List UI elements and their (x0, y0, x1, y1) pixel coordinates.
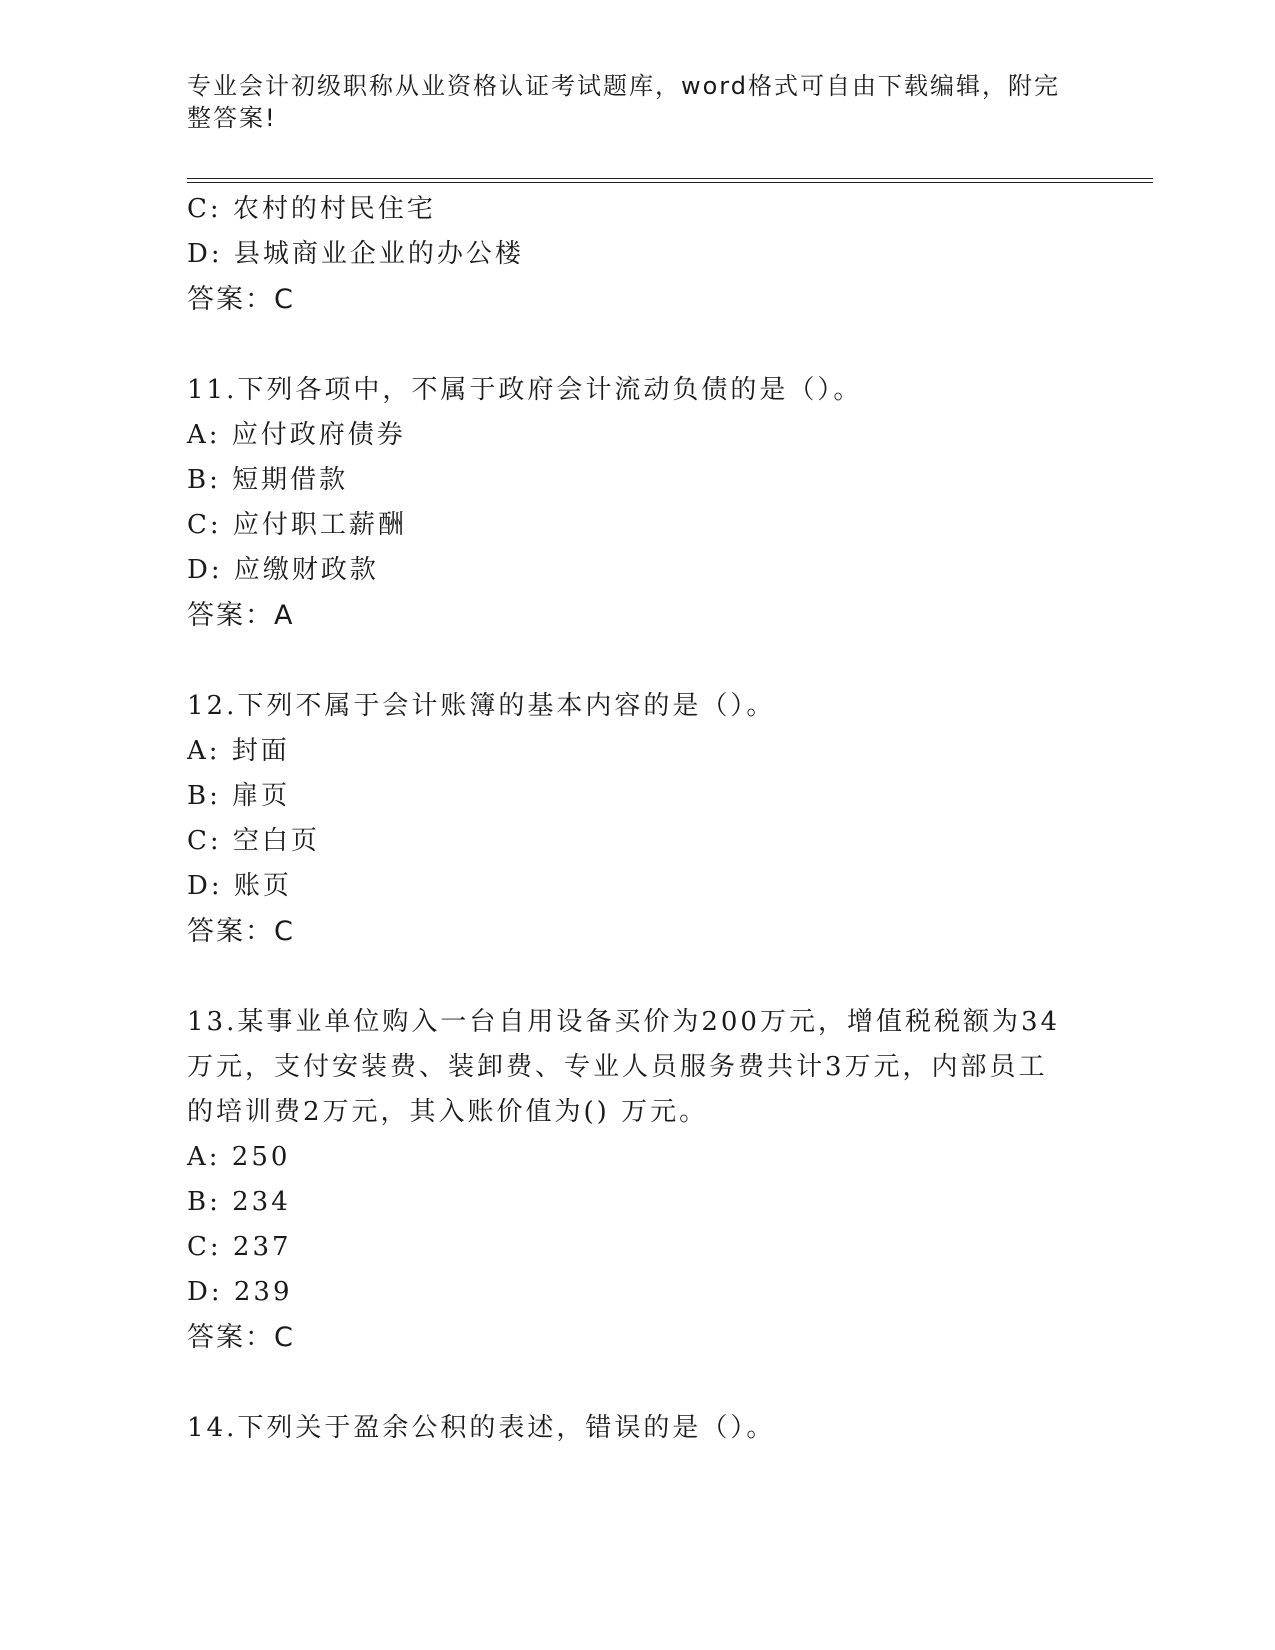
header-divider (187, 178, 1153, 183)
question-11: 11.下列各项中，不属于政府会计流动负债的是（）。 (187, 375, 863, 405)
option-b: B: 扉页 (187, 781, 291, 811)
answer-line: 答案：A (187, 600, 295, 631)
option-a: A: 封面 (187, 736, 290, 766)
answer-line: 答案：C (187, 1322, 295, 1353)
option-c: C: 空白页 (187, 826, 320, 856)
question-13: 13.某事业单位购入一台自用设备买价为200万元，增值税税额为34万元，支付安装费、装卸费、专业人员服务费共计3万元，内部员工的培训费2万元，其入账价值为() 万元。 (187, 1007, 1061, 1127)
option-c: C: 237 (187, 1232, 292, 1262)
option-a: A: 应付政府债券 (187, 420, 406, 450)
option-d: D: 账页 (187, 871, 292, 901)
option-d: D: 239 (187, 1277, 293, 1307)
option-d: D: 县城商业企业的办公楼 (187, 239, 524, 269)
option-c: C: 应付职工薪酬 (187, 510, 407, 540)
option-b: B: 短期借款 (187, 465, 349, 495)
option-a: A: 250 (187, 1142, 291, 1172)
question-12: 12.下列不属于会计账簿的基本内容的是（）。 (187, 691, 776, 721)
answer-line: 答案：C (187, 916, 295, 947)
option-d: D: 应缴财政款 (187, 555, 379, 585)
document-body (187, 187, 1067, 1451)
option-c: C: 农村的村民住宅 (187, 194, 436, 224)
question-14: 14.下列关于盈余公积的表述，错误的是（）。 (187, 1413, 776, 1443)
answer-line: 答案：C (187, 284, 295, 315)
option-b: B: 234 (187, 1187, 291, 1217)
document-header: 专业会计初级职称从业资格认证考试题库，word格式可自由下载编辑，附完整答案! (187, 72, 1060, 132)
